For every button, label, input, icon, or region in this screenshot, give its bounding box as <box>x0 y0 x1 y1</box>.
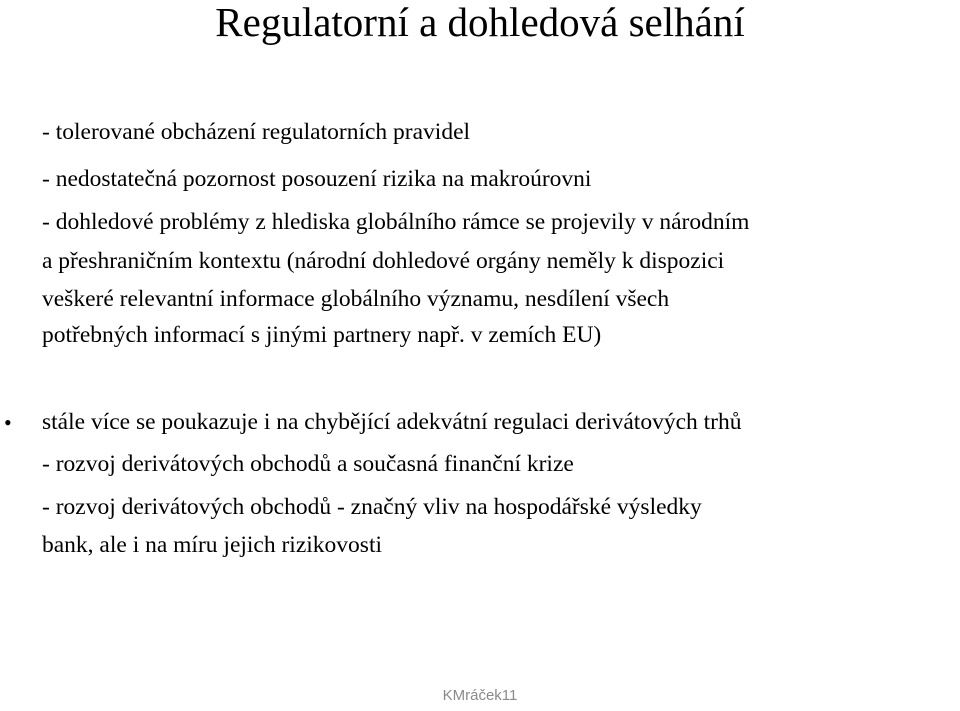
text-line: potřebných informací s jinými partnery např. v zemích EU) <box>42 322 602 348</box>
text-line: - nedostatečná pozornost posouzení rizika na makroúrovni <box>42 166 592 192</box>
text-line: stále více se poukazuje i na chybějící adekvátní regulaci derivátových trhů <box>42 409 742 435</box>
text-line: - rozvoj derivátových obchodů a současná finanční krize <box>42 451 574 477</box>
text-line: - dohledové problémy z hlediska globálního rámce se projevily v národním <box>42 209 750 235</box>
slide-title: Regulatorní a dohledová selhání <box>215 0 745 45</box>
text-line: bank, ale i na míru jejich rizikovosti <box>42 532 383 558</box>
text-line: - rozvoj derivátových obchodů - značný vliv na hospodářské výsledky <box>42 494 702 520</box>
footer-label: KMráček11 <box>442 687 518 704</box>
text-line: - tolerované obcházení regulatorních pravidel <box>42 119 471 145</box>
text-line: a přeshraničním kontextu (národní dohledové orgány neměly k dispozici <box>42 248 725 274</box>
text-line: veškeré relevantní informace globálního významu, nesdílení všech <box>42 286 670 312</box>
bullet-icon: • <box>4 410 12 435</box>
